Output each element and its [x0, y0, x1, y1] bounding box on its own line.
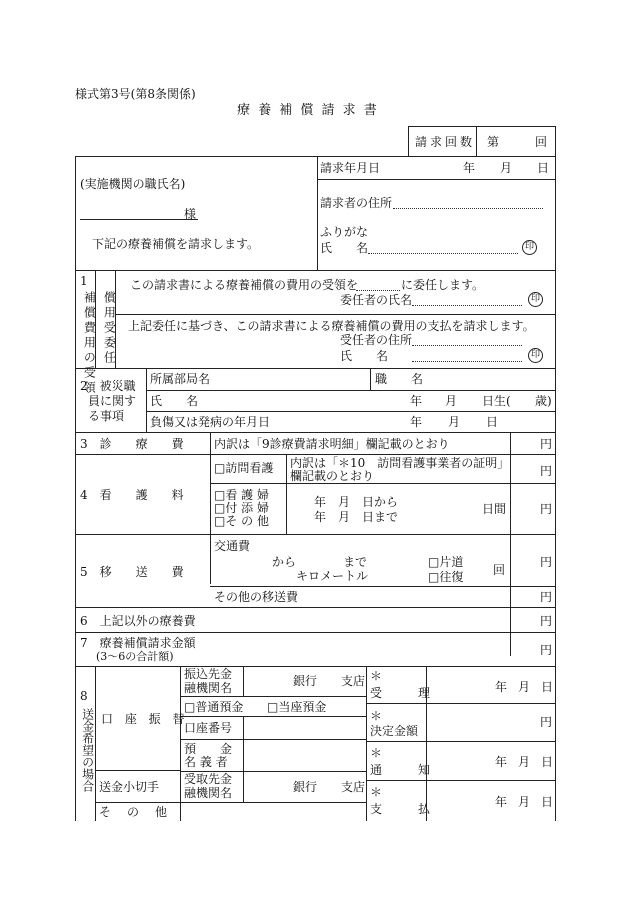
- injury-date-label: 負傷又は発病の年月日: [150, 415, 271, 429]
- section2-label-3: る事項: [88, 409, 125, 423]
- holder-label-2: 名 義 者: [184, 755, 228, 769]
- roundtrip-checkbox[interactable]: □往復: [428, 570, 464, 584]
- account-number-field[interactable]: [245, 718, 363, 737]
- injury-month-label: 月: [448, 415, 461, 429]
- count-label: 請求回数: [415, 135, 476, 149]
- count-suffix: 回: [535, 135, 548, 149]
- injury-date-field[interactable]: [395, 413, 505, 430]
- holder-name-field[interactable]: [245, 741, 363, 768]
- delegate-text-a: この請求書による療養補償の費用の受領を: [130, 278, 359, 292]
- section1-number: 1: [80, 274, 88, 288]
- receiver-address-field[interactable]: [412, 331, 522, 345]
- seal-icon: 印: [522, 240, 537, 255]
- section2-label-2: 員に関す: [88, 394, 137, 408]
- request-date-field[interactable]: [400, 159, 550, 177]
- other-transport-unit: 円: [540, 590, 553, 604]
- visit-nursing-checkbox[interactable]: □訪問看護: [214, 461, 274, 475]
- other-method-label: そ の 他: [99, 805, 170, 819]
- day-label: 日: [537, 161, 550, 175]
- position-field[interactable]: [430, 370, 550, 388]
- section5-label: 5 移 送 費: [80, 565, 184, 579]
- receiver-address-label: 受任者の住所: [340, 333, 413, 347]
- decision-unit: 円: [540, 715, 553, 729]
- receive-text: 上記委任に基づき、この請求書による療養補償の費用の支払を請求します。: [128, 319, 535, 333]
- receiver-name-label: 氏 名: [340, 349, 389, 363]
- holder-label-1: 預 金: [184, 742, 233, 756]
- attendant-checkbox[interactable]: □付 添 婦: [214, 501, 269, 515]
- section2-label-1: 2 被災職: [80, 379, 136, 393]
- request-count-field[interactable]: [500, 131, 530, 151]
- position-label: 職 名: [375, 372, 424, 386]
- oneway-checkbox[interactable]: □片道: [428, 555, 464, 569]
- form-title: 療 養 補 償 請 求 書: [237, 103, 379, 118]
- section3-unit: 円: [540, 437, 553, 451]
- notice-label: 通 知: [370, 763, 431, 777]
- current-deposit-checkbox[interactable]: □当座預金: [267, 700, 327, 714]
- honorific: 様: [184, 207, 197, 221]
- section7-label: 7 療養補償請求金額: [80, 636, 196, 650]
- month-label: 月: [500, 161, 513, 175]
- transport-from: から: [272, 555, 297, 569]
- section4-label: 4 看 護 料: [80, 488, 184, 502]
- payment-day: 日: [541, 795, 554, 809]
- claimant-name-field[interactable]: [368, 224, 518, 252]
- notice-day: 日: [541, 755, 554, 769]
- birth-month-label: 月: [445, 394, 458, 408]
- section1-heading-b: 償用受委任: [102, 291, 117, 366]
- branch-suffix: 支店: [341, 674, 366, 688]
- section7-sub: (3～6の合計額): [96, 650, 174, 663]
- delegatee-field[interactable]: [356, 275, 400, 290]
- payment-month: 月: [518, 795, 531, 809]
- agency-label: (実施機関の職氏名): [80, 177, 186, 191]
- injury-day-label: 日: [486, 415, 499, 429]
- check-label: 送金小切手: [99, 780, 160, 794]
- visit-detail-1: 内訳は「＊10 訪問看護事業者の証明」: [290, 456, 510, 470]
- account-number-label: 口座番号: [184, 721, 233, 735]
- request-date-label: 請求年月日: [320, 161, 381, 175]
- employee-name-field[interactable]: [215, 392, 395, 409]
- notice-year: 年: [495, 755, 508, 769]
- request-text: 下記の療養補償を請求します。: [92, 237, 260, 251]
- dept-label: 所属部局名: [150, 372, 211, 386]
- trip-times: 回: [493, 563, 506, 577]
- care-from: 年 月 日から: [314, 495, 399, 509]
- care-days: 日間: [482, 502, 507, 516]
- recv-bank-label-1: 受取先金: [184, 772, 233, 786]
- claimant-address-label: 請求者の住所: [320, 196, 393, 210]
- section1-heading-a: 補償費用の受領: [82, 291, 97, 396]
- receiver-name-field[interactable]: [412, 347, 522, 361]
- visit-unit: 円: [540, 464, 553, 478]
- office-star: ＊: [370, 785, 383, 799]
- bank-suffix: 銀行: [293, 674, 318, 688]
- section3-label: 3 診 療 費: [80, 437, 184, 451]
- transport-unit: 円: [540, 555, 553, 569]
- count-prefix: 第: [487, 135, 500, 149]
- section8-vertical-label: 送金希望の場合: [80, 708, 95, 792]
- notice-month: 月: [518, 755, 531, 769]
- nurse-checkbox[interactable]: □看 護 婦: [214, 488, 269, 502]
- agency-name-field[interactable]: [80, 200, 180, 218]
- acceptance-day: 日: [541, 680, 554, 694]
- acceptance-label: 受 理: [370, 686, 431, 700]
- section3-detail: 内訳は「9診療費請求明細」欄記載のとおり: [214, 437, 450, 451]
- form-number: 様式第3号(第8条関係): [75, 87, 196, 101]
- other-checkbox[interactable]: □そ の 他: [214, 514, 269, 528]
- seal-icon: 印: [528, 292, 543, 307]
- acceptance-month: 月: [518, 680, 531, 694]
- bank-label-2: 融機関名: [184, 681, 233, 695]
- transport-label: 交通費: [214, 539, 251, 553]
- section7-unit: 円: [540, 643, 553, 657]
- delegate-text-b: に委任します。: [401, 278, 485, 292]
- visit-detail-2: 欄記載のとおり: [290, 469, 375, 483]
- delegator-name-label: 委任者の氏名: [340, 293, 413, 307]
- claimant-name-label: 氏 名: [320, 241, 369, 255]
- recv-bank-suffix: 銀行: [293, 780, 318, 794]
- transfer-label: 口 座 振 替: [101, 712, 189, 726]
- delegator-name-field[interactable]: [412, 291, 522, 305]
- injury-year-label: 年: [410, 415, 423, 429]
- ordinary-deposit-checkbox[interactable]: □普通預金: [184, 700, 244, 714]
- birth-day-label: 日生(: [482, 394, 511, 408]
- office-star: ＊: [370, 709, 383, 723]
- seal-icon: 印: [528, 348, 543, 363]
- dept-field[interactable]: [215, 370, 365, 388]
- age-label: 歳): [535, 394, 552, 408]
- furigana-label: ふりがな: [320, 225, 369, 239]
- birth-year-label: 年: [410, 394, 423, 408]
- year-label: 年: [463, 161, 476, 175]
- payment-year: 年: [495, 795, 508, 809]
- section6-unit: 円: [540, 614, 553, 628]
- care-unit: 円: [540, 502, 553, 516]
- section8-number: 8: [80, 689, 88, 703]
- transport-to: まで: [343, 555, 368, 569]
- employee-name-label: 氏 名: [150, 394, 199, 408]
- transport-km: キロメートル: [296, 569, 369, 583]
- bank-label-1: 振込先金: [184, 667, 233, 681]
- bank-name-field[interactable]: [245, 668, 289, 692]
- office-star: ＊: [370, 746, 383, 760]
- recv-bank-label-2: 融機関名: [184, 786, 233, 800]
- office-star: ＊: [370, 669, 383, 683]
- medical-fee-field[interactable]: [512, 434, 538, 452]
- section6-label: 6 上記以外の療養費: [80, 614, 196, 628]
- claimant-address-field[interactable]: [393, 192, 543, 208]
- payment-label: 支 払: [370, 802, 431, 816]
- decision-label: 決定金額: [370, 724, 419, 738]
- acceptance-year: 年: [495, 680, 508, 694]
- recv-branch-suffix: 支店: [341, 780, 366, 794]
- care-to: 年 月 日まで: [314, 510, 399, 524]
- other-transport-label: その他の移送費: [214, 590, 299, 604]
